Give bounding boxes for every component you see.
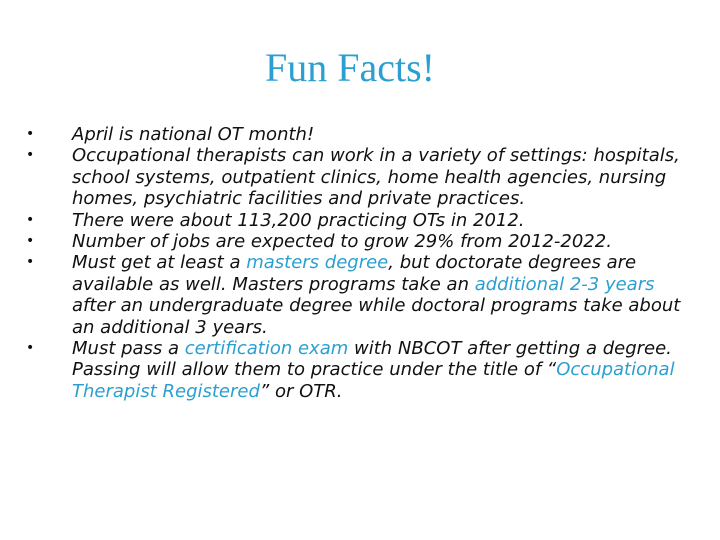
bullet-text-part: , but doctorate degrees are available as well. Masters programs take an [72, 252, 637, 295]
bullet-icon: • [26, 211, 35, 228]
bullet-item [26, 231, 686, 252]
bullet-icon: • [26, 233, 35, 250]
slide-title: Fun Facts! [265, 45, 435, 90]
bullet-icon: • [26, 147, 35, 164]
bullet-text: Occupational therapists can work in a variety of settings: hospitals, school systems, outpatient clinics, home health agencies, nursing homes, psychiatric facilities and private practices. [72, 145, 680, 210]
bullet-icon: • [26, 340, 35, 357]
bullet-item [26, 252, 686, 338]
bullet-text-part: with NBCOT after getting a degree. Passing will allow them to practice under the title of “ [72, 338, 672, 381]
bullet-icon: • [26, 126, 35, 142]
bullet-text: Number of jobs are expected to grow 29% from 2012-2022. [72, 231, 612, 253]
bullet-text: April is national OT month! [72, 124, 315, 145]
bullet-list [26, 124, 686, 402]
bullet-item [26, 210, 686, 231]
bullet-text: There were about 113,200 practicing OTs in 2012. [72, 209, 525, 231]
bullet-item [26, 338, 686, 402]
bullet-text-part: Must pass a [72, 338, 185, 360]
highlight-certification-exam: certification exam [184, 338, 349, 360]
bullet-item [26, 124, 686, 145]
bullet-text-part: Must get at least a [72, 252, 247, 274]
bullet-text-part: ” or OTR. [259, 380, 343, 402]
bullet-icon: • [26, 254, 35, 271]
bullet-text-part: after an undergraduate degree while doctoral programs take about an additional 3 years. [72, 295, 681, 338]
bullet-item [26, 145, 686, 209]
highlight-additional-years: additional 2-3 years [474, 273, 655, 295]
highlight-otr-title: Occupational Therapist Registered [72, 359, 675, 402]
highlight-masters-degree: masters degree [246, 252, 389, 274]
